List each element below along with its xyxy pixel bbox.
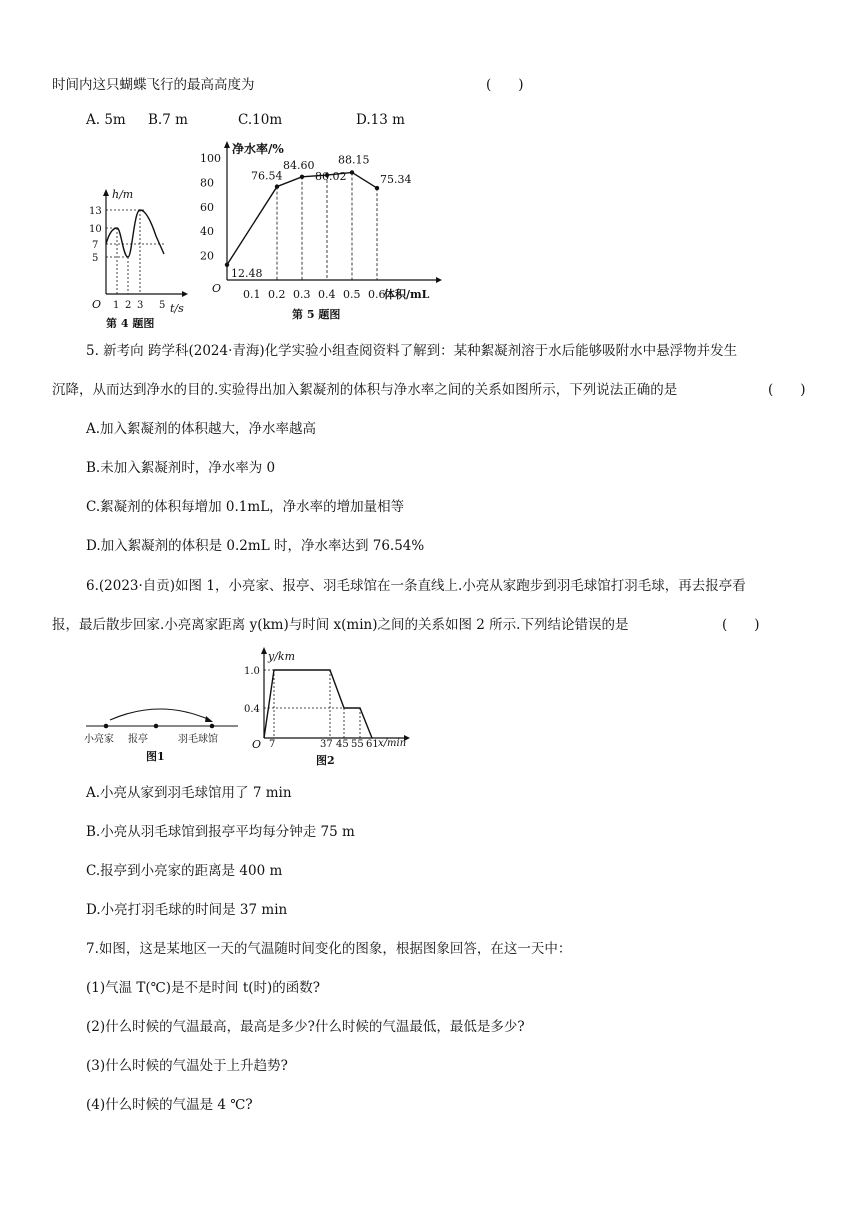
fig5-data-label: 84.60 (283, 158, 315, 172)
fig5-data-label: 75.34 (380, 173, 412, 187)
fig4-origin: O (92, 298, 102, 311)
fig2-origin: O (252, 738, 262, 751)
q5-option-a: A.加入絮凝剂的体积越大，净水率越高 (86, 421, 317, 437)
fig5-data-label: 86.02 (315, 170, 347, 184)
q5-answer-paren: ( ) (768, 382, 806, 398)
fig5-xlabel: 体积/mL (384, 288, 430, 301)
q7-stem: 7.如图，这是某地区一天的气温随时间变化的图象，根据图象回答，在这一天中： (86, 941, 572, 957)
q6-option-b: B.小亮从羽毛球馆到报亭平均每分钟走 75 m (86, 824, 355, 840)
fig5-xtick: 0.6 (368, 288, 386, 301)
figure-5-chart (200, 140, 450, 328)
fig2-caption: 图2 (316, 754, 335, 767)
fig4-xtick-3: 3 (137, 300, 144, 311)
fig2-distance-line (264, 670, 372, 738)
fig5-xtick: 0.4 (318, 288, 336, 301)
fig5-ytick: 80 (200, 176, 214, 190)
q4-stem: 时间内这只蝴蝶飞行的最高高度为 (52, 77, 255, 93)
fig5-ytick: 100 (200, 152, 221, 165)
fig4-ylabel: h/m (112, 188, 134, 201)
fig1-place-kiosk: 报亭 (128, 734, 148, 745)
fig2-xtick-61: 61 (366, 739, 379, 750)
fig2-ytick-1: 1.0 (244, 666, 260, 677)
q5-option-c: C.絮凝剂的体积每增加 0.1mL，净水率的增加量相等 (86, 499, 405, 515)
q4-option-d: D.13 m (356, 112, 405, 128)
fig5-data-point (225, 263, 229, 267)
fig2-xtick-45: 45 (336, 739, 349, 750)
fig2-xtick-55: 55 (351, 739, 364, 750)
fig5-xtick: 0.2 (268, 288, 286, 301)
q7-part-2: (2)什么时候的气温最高，最高是多少?什么时候的气温最低，最低是多少? (86, 1019, 525, 1035)
q6-stem-line1: 6.(2023·自贡)如图 1，小亮家、报亭、羽毛球馆在一条直线上.小亮从家跑步到羽毛球馆打羽毛球，再去报亭看 (86, 578, 746, 594)
fig4-ytick-13: 13 (89, 206, 102, 217)
fig4-caption: 第 4 题图 (106, 317, 155, 328)
fig5-caption: 第 5 题图 (292, 308, 341, 321)
fig4-xtick-2: 2 (125, 300, 132, 311)
fig1-caption: 图1 (146, 750, 165, 763)
q5-stem-line2: 沉降，从而达到净水的目的.实验得出加入絮凝剂的体积与净水率之间的关系如图所示，下列说法正确的是 (52, 382, 678, 398)
fig1-place-gym: 羽毛球馆 (178, 734, 218, 745)
q6-stem-line2: 报，最后散步回家.小亮离家距离 y(km)与时间 x(min)之间的关系如图 2 所示.下列结论错误的是 (52, 617, 629, 633)
fig2-xtick-7: 7 (269, 739, 276, 750)
figure-q6-2 (244, 646, 424, 770)
fig5-data-point (275, 184, 279, 188)
figure-q6-1 (82, 694, 242, 764)
fig2-xlabel: x/min (378, 738, 407, 749)
fig4-xtick-1: 1 (113, 300, 120, 311)
fig2-ytick-04: 0.4 (244, 704, 260, 715)
fig4-xlabel: t/s (170, 302, 184, 315)
fig4-ytick-10: 10 (89, 224, 102, 235)
fig5-ytick: 60 (200, 200, 214, 214)
fig4-curve (106, 210, 164, 257)
q5-option-d: D.加入絮凝剂的体积是 0.2mL 时，净水率达到 76.54% (86, 538, 425, 554)
q4-option-c: C.10m (238, 112, 283, 128)
fig5-ytick: 20 (200, 249, 214, 263)
q6-option-c: C.报亭到小亮家的距离是 400 m (86, 863, 283, 879)
fig5-data-point (350, 170, 354, 174)
fig5-data-label: 76.54 (251, 169, 283, 183)
fig5-xtick: 0.5 (343, 288, 361, 301)
figure-4-graph (84, 184, 194, 328)
q7-part-1: (1)气温 T(℃)是不是时间 t(时)的函数? (86, 980, 321, 996)
q4-option-b: B.7 m (148, 112, 188, 128)
q4-option-a: A. 5m (86, 112, 126, 128)
q5-option-b: B.未加入絮凝剂时，净水率为 0 (86, 460, 276, 476)
fig1-place-home: 小亮家 (84, 734, 114, 745)
fig2-ylabel: y/km (268, 650, 296, 663)
q6-answer-paren: ( ) (722, 617, 760, 633)
q7-part-4: (4)什么时候的气温是 4 ℃? (86, 1097, 253, 1113)
q6-option-a: A.小亮从家到羽毛球馆用了 7 min (86, 785, 292, 801)
q4-answer-paren: ( ) (486, 77, 524, 93)
fig5-data-point (375, 186, 379, 190)
q5-stem-line1: 5. 新考向 跨学科(2024·青海)化学实验小组查阅资料了解到：某种絮凝剂溶于水后能够吸附水中悬浮物并发生 (86, 343, 738, 359)
q6-option-d: D.小亮打羽毛球的时间是 37 min (86, 902, 288, 918)
fig4-xtick-5: 5 (159, 300, 166, 311)
fig5-ytick: 40 (200, 225, 214, 239)
fig5-ylabel: 净水率/% (232, 142, 284, 156)
q7-part-3: (3)什么时候的气温处于上升趋势? (86, 1058, 288, 1074)
fig5-data-point (300, 175, 304, 179)
fig5-data-label: 88.15 (338, 153, 370, 167)
fig5-origin: O (212, 282, 222, 295)
fig5-xtick: 0.3 (293, 288, 311, 301)
fig4-ytick-5: 5 (92, 253, 99, 264)
fig2-xtick-37: 37 (320, 739, 333, 750)
fig5-data-label: 12.48 (231, 266, 263, 280)
fig4-ytick-7: 7 (92, 240, 99, 251)
fig2-guides (264, 670, 360, 738)
fig5-xtick: 0.1 (243, 288, 261, 301)
